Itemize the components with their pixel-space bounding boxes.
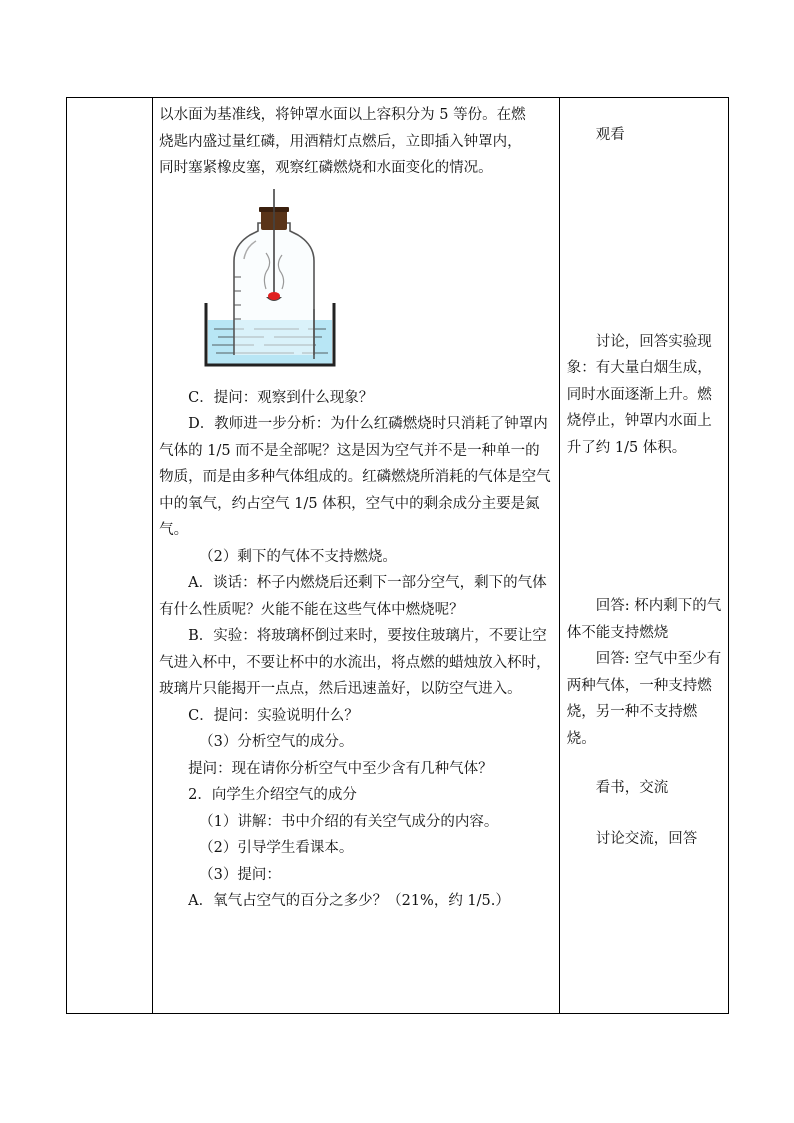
section-2-heading: 2．向学生介绍空气的成分 — [188, 787, 357, 803]
red-phosphorus-experiment-figure — [159, 189, 552, 385]
sub-item-1: （1）讲解：书中介绍的有关空气成分的内容。 — [199, 813, 499, 830]
sub-item-2: （2）引导学生看课本。 — [199, 840, 354, 856]
c-question-2: C．提问：实验说明什么？ — [188, 707, 359, 724]
c-question: C．提问：观察到什么现象？ — [188, 389, 374, 406]
student-discuss: 讨论，回答实验现象：有大量白烟生成，同时水面逐渐上升。燃烧停止，钟罩内水面上升了约 1/5 体积。 — [566, 333, 712, 456]
d-analysis: D．教师进一步分析：为什么红磷燃烧时只消耗了钟罩内气体的 1/5 而不是全部呢？这是因为空气并不是一种单一的物质，而是由多种气体组成的。红磷燃烧所消耗的气体是空气中的氧气，约占空气 1/5 体积，空气中的剩余成分主要是氮气。 — [159, 416, 551, 538]
a-talk: A．谈话：杯子内燃烧后还剩下一部分空气，剩下的气体有什么性质呢？火能不能在这些气体中燃烧呢？ — [159, 575, 547, 618]
left-empty-cell — [67, 98, 153, 1014]
ask-gases: 提问：现在请你分析空气中至少含有几种气体？ — [188, 760, 493, 777]
point-2: （2）剩下的气体不支持燃烧。 — [199, 548, 397, 565]
bell-jar-apparatus-illustration — [204, 189, 344, 375]
student-answer-2: 回答: 空气中至少有两种气体，一种支持燃烧，另一种不支持燃烧。 — [566, 651, 722, 747]
intro-line-1: 以水面为基准线，将钟罩水面以上容积分为 5 等份。在燃 — [159, 107, 526, 123]
student-activity-cell — [559, 98, 728, 1014]
lesson-plan-table — [66, 97, 729, 1014]
oxygen-question: A．氧气占空气的百分之多少？（21%，约 1/5.） — [188, 893, 510, 909]
b-experiment: B．实验：将玻璃杯倒过来时，要按住玻璃片，不要让空气进入杯中，不要让杯中的水流出，将点燃的蜡烛放入杯时，玻璃片只能揭开一点点，然后迅速盖好，以防空气进入。 — [159, 628, 551, 697]
sub-item-3: （3）提问： — [199, 866, 281, 883]
student-discuss-answer: 讨论交流，回答 — [595, 830, 698, 847]
intro-line-3: 同时塞紧橡皮塞，观察红磷燃烧和水面变化的情况。 — [159, 160, 493, 176]
student-observe: 观看 — [595, 127, 625, 143]
student-answer-1: 回答: 杯内剩下的气体不能支持燃烧 — [566, 598, 722, 641]
student-read-book: 看书，交流 — [595, 780, 669, 796]
intro-line-2: 烧匙内盛过量红磷，用酒精灯点燃后，立即插入钟罩内， — [159, 133, 522, 150]
point-3: （3）分析空气的成分。 — [199, 734, 354, 750]
teacher-activity-cell — [153, 98, 560, 1014]
